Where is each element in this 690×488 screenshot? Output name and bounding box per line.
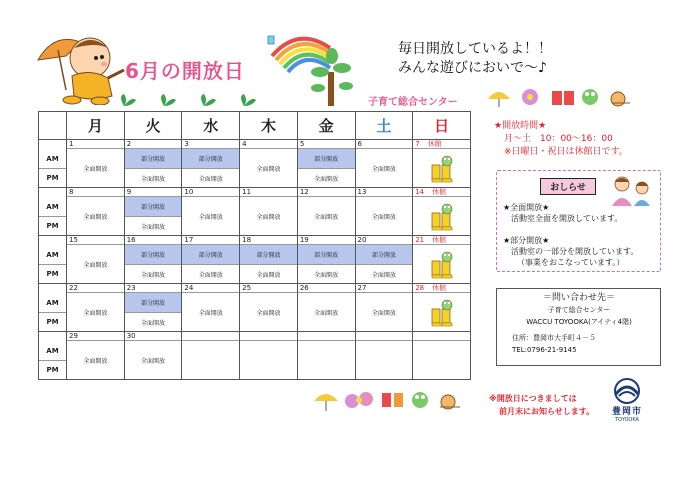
- closed-label: 休館: [427, 140, 442, 148]
- closed-label: 休館: [432, 236, 447, 244]
- day-number: 28 休館: [413, 284, 470, 293]
- contact-address: 住所：豊岡市大手町４－５: [512, 334, 596, 342]
- footnote: [489, 392, 594, 418]
- day-number: 14 休館: [413, 188, 470, 197]
- rain-boots-icon: [413, 245, 470, 283]
- notice-body: [503, 202, 661, 268]
- partial-open-label: 部分開放: [125, 197, 182, 216]
- full-open-label: 全面開放: [371, 213, 396, 221]
- day-number: 1: [67, 140, 124, 149]
- day-number: 21 休館: [413, 236, 470, 245]
- center-name: 子育て総合センター: [368, 97, 458, 108]
- day-number: 26: [298, 284, 355, 293]
- closed-label: 休館: [432, 284, 447, 292]
- partial-open-label: 部分開放: [182, 245, 239, 264]
- closed-label: 休館: [432, 188, 447, 196]
- day-number: 19: [298, 236, 355, 245]
- am-label: AM: [46, 298, 59, 307]
- day-cell: [67, 140, 125, 188]
- day-number: 27: [356, 284, 413, 293]
- city-romaji: TOYOOKA: [615, 417, 639, 423]
- city-name: 豊岡市: [611, 407, 642, 417]
- day-cell: [182, 140, 240, 188]
- day-number: 4: [240, 140, 297, 149]
- bottom-decoration: [312, 387, 470, 413]
- day-number: 22: [67, 284, 124, 293]
- opening-hours: [494, 120, 628, 159]
- partial-open-body-1: 活動室の一部分を開放しています。: [511, 247, 639, 256]
- rainbow-tree-illustration: [258, 26, 358, 111]
- city-emblem-icon: [605, 378, 649, 404]
- day-cell: [355, 332, 413, 380]
- rain-boots-icon: [413, 293, 470, 331]
- partial-open-label: 部分開放: [125, 149, 182, 168]
- ampm-label-cell: [39, 332, 67, 380]
- day-number: 23: [125, 284, 182, 293]
- day-number: [298, 332, 355, 341]
- sprouts-decoration: [118, 90, 268, 108]
- day-cell: [182, 188, 240, 236]
- ampm-label-cell: [39, 188, 67, 236]
- day-cell: [240, 332, 298, 380]
- full-open-label: 全面開放: [125, 264, 182, 283]
- week-row: [39, 332, 471, 380]
- day-number: 29: [67, 332, 124, 341]
- day-number: 16: [125, 236, 182, 245]
- full-open-label: 全面開放: [256, 213, 281, 221]
- footnote-line2: 前月末にお知らせします。: [499, 407, 595, 416]
- day-cell: [413, 332, 471, 380]
- calendar-weeks: [39, 140, 471, 380]
- partial-open-label: 部分開放: [298, 149, 355, 168]
- contact-heading: ＝問い合わせ先＝: [542, 293, 615, 303]
- week-row: [39, 140, 471, 188]
- full-open-label: 全面開放: [371, 165, 396, 173]
- partial-open-body-2: （事業をおこなっています。）: [517, 258, 625, 267]
- full-open-label: 全面開放: [125, 312, 182, 331]
- footnote-line1: ※開放日につきましては: [489, 394, 577, 403]
- day-cell: [297, 140, 355, 188]
- week-row: [39, 284, 471, 332]
- full-open-label: 全面開放: [125, 216, 182, 235]
- day-cell: [355, 236, 413, 284]
- day-number: [240, 332, 297, 341]
- full-open-label: 全面開放: [314, 213, 339, 221]
- day-cell: [240, 236, 298, 284]
- day-number: 11: [240, 188, 297, 197]
- page-title: 6月の開放日: [125, 59, 245, 83]
- day-cell: [124, 284, 182, 332]
- day-cell: [413, 140, 471, 188]
- am-label: AM: [46, 250, 59, 259]
- notice-title: おしらせ: [540, 178, 596, 195]
- day-cell: [355, 140, 413, 188]
- full-open-label: 全面開放: [83, 165, 108, 173]
- day-cell: [355, 284, 413, 332]
- ampm-label-cell: [39, 236, 67, 284]
- full-open-label: 全面開放: [83, 213, 108, 221]
- weekday-header-row: [39, 112, 471, 140]
- am-label: AM: [46, 346, 59, 355]
- day-number: 12: [298, 188, 355, 197]
- day-number: 18: [240, 236, 297, 245]
- day-cell: [67, 284, 125, 332]
- partial-open-label: 部分開放: [298, 245, 355, 264]
- day-number: 6: [356, 140, 413, 149]
- weekday-thu: 木: [240, 112, 298, 140]
- day-cell: [297, 188, 355, 236]
- full-open-label: 全面開放: [256, 165, 281, 173]
- day-cell: [67, 188, 125, 236]
- tagline-line1: 毎日開放しているよ！！: [398, 41, 552, 57]
- day-cell: [182, 284, 240, 332]
- day-cell: [124, 332, 182, 380]
- calendar-table: [38, 111, 471, 380]
- day-cell: [297, 332, 355, 380]
- day-number: 5: [298, 140, 355, 149]
- day-number: 7 休館: [413, 140, 470, 149]
- day-number: 2: [125, 140, 182, 149]
- partial-open-label: 部分開放: [125, 293, 182, 312]
- partial-open-heading: ★部分開放★: [503, 236, 550, 245]
- full-open-label: 全面開放: [314, 309, 339, 317]
- full-open-label: 全面開放: [125, 168, 182, 187]
- day-number: 9: [125, 188, 182, 197]
- city-logo: [605, 378, 649, 424]
- full-open-label: 全面開放: [198, 309, 223, 317]
- day-number: 15: [67, 236, 124, 245]
- weekday-wed: 水: [182, 112, 240, 140]
- contact-building: WACCU TOYOOKA(アイティ4階): [526, 318, 632, 326]
- week-row: [39, 188, 471, 236]
- day-number: 30: [125, 332, 182, 341]
- tagline: [398, 40, 552, 78]
- hours-heading: ★開放時間★: [494, 121, 547, 131]
- day-cell: [413, 284, 471, 332]
- day-number: 25: [240, 284, 297, 293]
- rain-boots-icon: [413, 149, 470, 187]
- contact-tel: TEL:0796-21-9145: [512, 346, 577, 354]
- partial-open-label: 部分開放: [125, 245, 182, 264]
- full-open-label: 全面開放: [371, 309, 396, 317]
- day-number: [182, 332, 239, 341]
- partial-open-label: 部分開放: [182, 149, 239, 168]
- hours-time: 月～土 10：00～16：00: [504, 134, 613, 144]
- day-number: 8: [67, 188, 124, 197]
- full-open-label: 全面開放: [298, 264, 355, 283]
- day-cell: [413, 188, 471, 236]
- rain-boots-icon: [413, 197, 470, 235]
- weekday-sun: 日: [413, 112, 471, 140]
- weekday-sat: 土: [355, 112, 413, 140]
- full-open-label: 全面開放: [83, 261, 108, 269]
- day-cell: [240, 140, 298, 188]
- am-label: AM: [46, 154, 59, 163]
- full-open-label: 全面開放: [356, 264, 413, 283]
- child-with-umbrella-illustration: [36, 30, 128, 105]
- day-cell: [355, 188, 413, 236]
- day-cell: [297, 236, 355, 284]
- corner-cell: [39, 112, 67, 140]
- day-number: 20: [356, 236, 413, 245]
- day-number: 17: [182, 236, 239, 245]
- day-cell: [124, 188, 182, 236]
- day-number: [356, 332, 413, 341]
- weekday-tue: 火: [124, 112, 182, 140]
- day-cell: [67, 332, 125, 380]
- full-open-body: 活動室全面を開放しています。: [511, 214, 623, 223]
- tagline-line2: みんな遊びにおいで～♪: [398, 60, 547, 76]
- am-label: AM: [46, 202, 59, 211]
- ampm-label-cell: [39, 140, 67, 188]
- full-open-label: 全面開放: [198, 213, 223, 221]
- partial-open-label: 部分開放: [240, 245, 297, 264]
- day-cell: [240, 284, 298, 332]
- day-cell: [413, 236, 471, 284]
- day-cell: [297, 284, 355, 332]
- pm-label: PM: [39, 216, 66, 235]
- day-number: 3: [182, 140, 239, 149]
- day-cell: [67, 236, 125, 284]
- day-cell: [182, 236, 240, 284]
- ampm-label-cell: [39, 284, 67, 332]
- week-row: [39, 236, 471, 284]
- full-open-label: 全面開放: [256, 309, 281, 317]
- full-open-label: 全面開放: [182, 168, 239, 187]
- day-cell: [240, 188, 298, 236]
- weekday-mon: 月: [67, 112, 125, 140]
- day-cell: [124, 236, 182, 284]
- pm-label: PM: [39, 264, 66, 283]
- pm-label: PM: [39, 360, 66, 379]
- partial-open-label: 部分開放: [356, 245, 413, 264]
- full-open-heading: ★全面開放★: [503, 203, 550, 212]
- rainy-day-decoration: [486, 85, 634, 109]
- pm-label: PM: [39, 168, 66, 187]
- day-number: 13: [356, 188, 413, 197]
- day-cell: [124, 140, 182, 188]
- contact-info: [500, 292, 658, 356]
- day-cell: [182, 332, 240, 380]
- full-open-label: 全面開放: [83, 357, 108, 365]
- hours-note: ※日曜日・祝日は休館日です。: [504, 147, 628, 157]
- pm-label: PM: [39, 312, 66, 331]
- day-number: [413, 332, 470, 341]
- weekday-fri: 金: [297, 112, 355, 140]
- full-open-label: 全面開放: [298, 168, 355, 187]
- day-number: 10: [182, 188, 239, 197]
- full-open-label: 全面開放: [83, 309, 108, 317]
- full-open-label: 全面開放: [141, 357, 166, 365]
- contact-name: 子育て総合センター: [547, 306, 611, 314]
- day-number: 24: [182, 284, 239, 293]
- full-open-label: 全面開放: [182, 264, 239, 283]
- full-open-label: 全面開放: [240, 264, 297, 283]
